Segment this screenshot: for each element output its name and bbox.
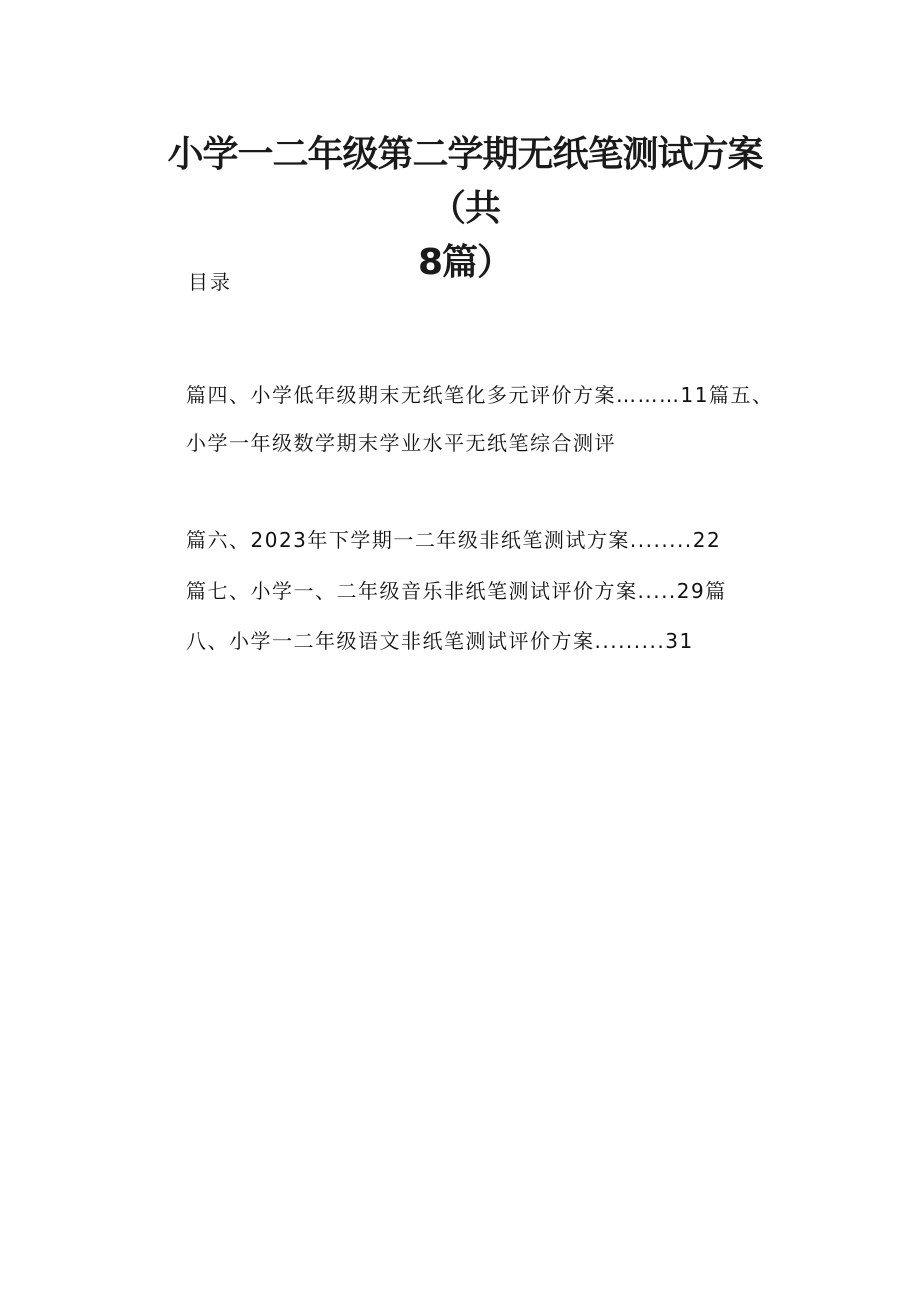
toc-entry-line[interactable]: 小学一年级数学期末学业水平无纸笔综合测评 xyxy=(186,431,616,455)
toc-entry-line[interactable]: 八、小学一二年级语文非纸笔测试评价方案.........31 xyxy=(186,629,694,653)
title-line-1: 小学一二年级第二学期无纸笔测试方案（共 xyxy=(167,134,763,229)
toc-entry-line[interactable]: 篇六、2023年下学期一二年级非纸笔测试方案........22 xyxy=(186,528,722,552)
toc-entry-line[interactable]: 篇七、小学一、二年级音乐非纸笔测试评价方案.....29篇 xyxy=(186,579,727,603)
toc-heading: 目录 xyxy=(188,270,232,294)
document-title xyxy=(150,128,780,290)
title-line-2: 8篇） xyxy=(417,242,513,283)
toc-entry-line[interactable]: 篇四、小学低年级期末无纸笔化多元评价方案………11篇五、 xyxy=(186,383,774,407)
